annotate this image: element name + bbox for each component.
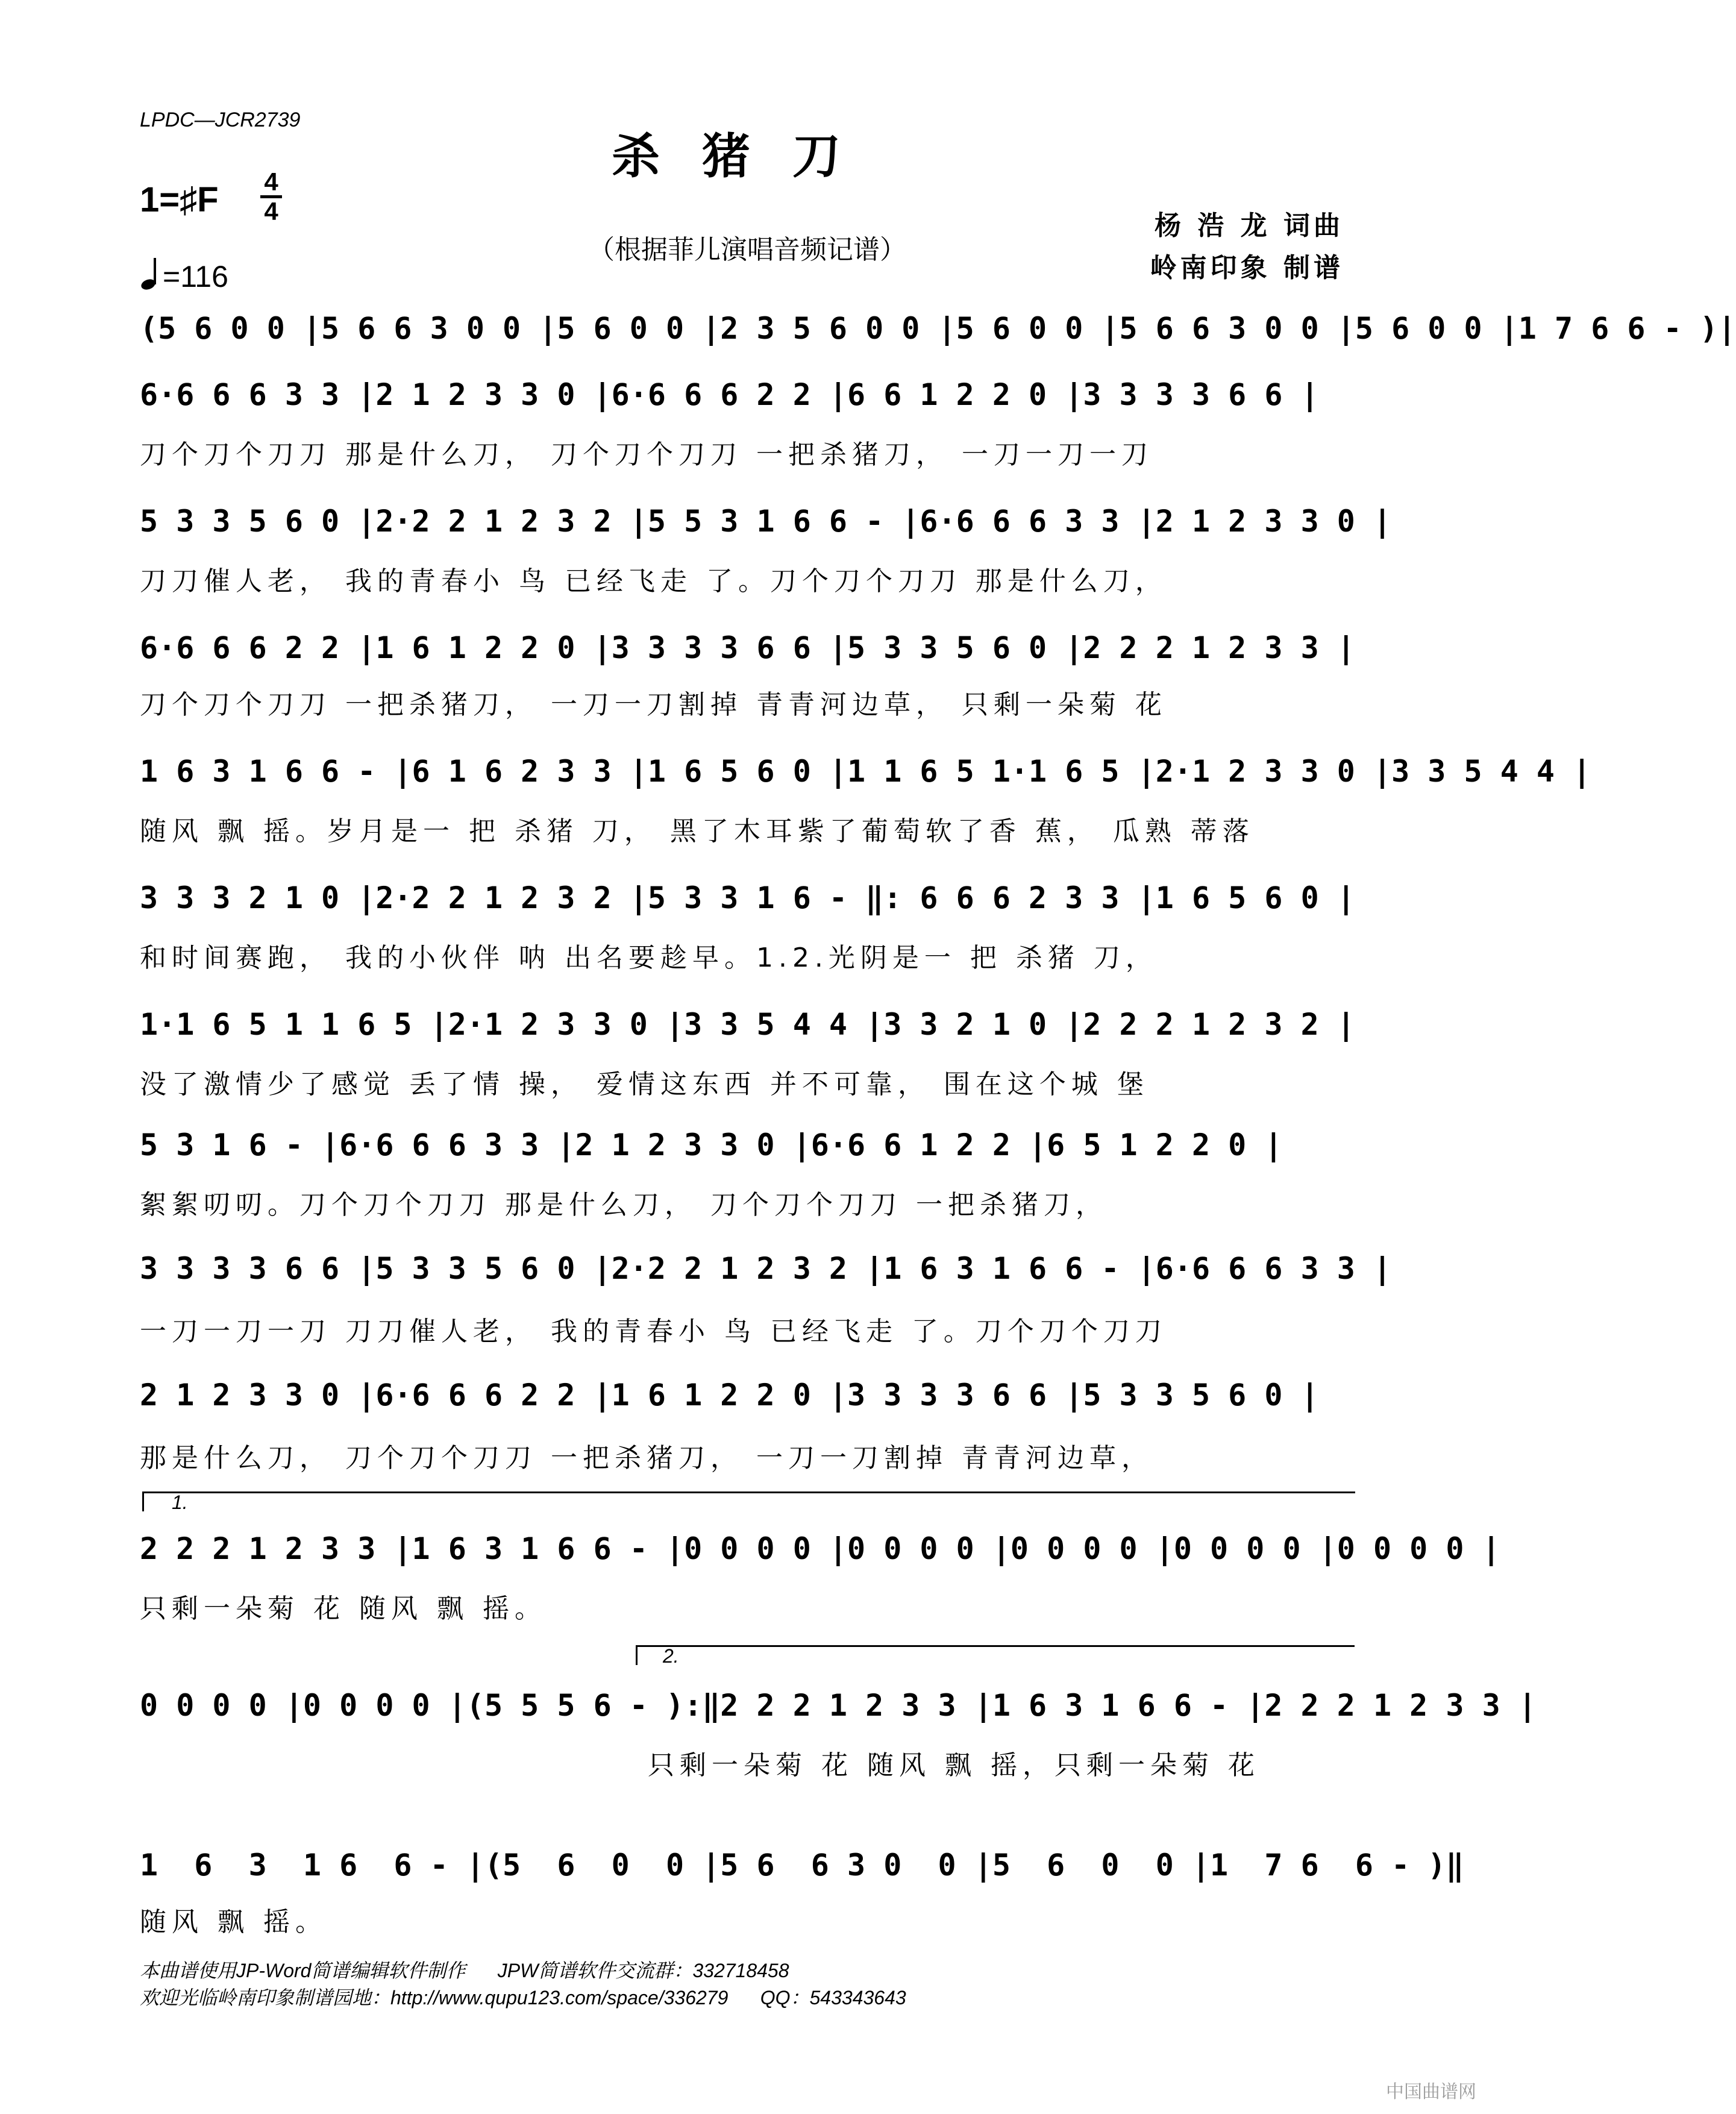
time-signature <box>260 170 282 224</box>
watermark: 中国曲谱网 <box>1386 2081 1476 2103</box>
lyric-line: 刀刀催人老， 我的青春小 鸟 已经飞走 了。刀个刀个刀刀 那是什么刀， <box>140 566 1167 597</box>
lyric-line: 一刀一刀一刀 刀刀催人老， 我的青春小 鸟 已经飞走 了。刀个刀个刀刀 <box>140 1316 1167 1347</box>
lyric-line: 絮絮叨叨。刀个刀个刀刀 那是什么刀， 刀个刀个刀刀 一把杀猪刀， <box>140 1190 1108 1220</box>
notation-row: 1 6 3 1 6 6 - |(5 6 0 0 |5 6 6 3 0 0 |5 6 0 0 |1 7 6 6 - )‖ <box>140 1848 1464 1883</box>
notation-row: (5 6 0 0 |5 6 6 3 0 0 |5 6 0 0 |2 3 5 6 0 0 |5 6 0 0 |5 6 6 3 0 0 |5 6 0 0 |1 7 6 6 - )| <box>140 311 1736 346</box>
key-signature: 1=♯F <box>140 180 219 219</box>
footer-line-2: 欢迎光临岭南印象制谱园地：http://www.qupu123.com/space/336279 QQ：543343643 <box>140 1987 906 2009</box>
lyric-line: 只剩一朵菊 花 随风 飘 摇，只剩一朵菊 花 <box>648 1750 1260 1781</box>
lyric-line: 刀个刀个刀刀 一把杀猪刀， 一刀一刀割掉 青青河边草， 只剩一朵菊 花 <box>140 689 1167 720</box>
notation-row: 3 3 3 3 6 6 |5 3 3 5 6 0 |2·2 2 1 2 3 2 |1 6 3 1 6 6 - |6·6 6 6 3 3 | <box>140 1251 1392 1286</box>
notation-row: 3 3 3 2 1 0 |2·2 2 1 2 3 2 |5 3 3 1 6 - ‖: 6 6 6 2 3 3 |1 6 5 6 0 | <box>140 880 1355 915</box>
notation-row: 2 1 2 3 3 0 |6·6 6 6 2 2 |1 6 1 2 2 0 |3 3 3 3 6 6 |5 3 3 5 6 0 | <box>140 1378 1319 1413</box>
notation-row: 0 0 0 0 |0 0 0 0 |(5 5 5 6 - ):‖2 2 2 1 2 3 3 |1 6 3 1 6 6 - |2 2 2 1 2 3 3 | <box>140 1688 1537 1723</box>
page-title: 杀猪刀 <box>612 128 883 184</box>
time-signature-top: 4 <box>264 168 278 196</box>
score-code: LPDC—JCR2739 <box>140 108 301 131</box>
notation-row: 5 3 1 6 - |6·6 6 6 3 3 |2 1 2 3 3 0 |6·6 6 1 2 2 |6 5 1 2 2 0 | <box>140 1128 1283 1162</box>
notation-row: 5 3 3 5 6 0 |2·2 2 1 2 3 2 |5 5 3 1 6 6 - |6·6 6 6 3 3 |2 1 2 3 3 0 | <box>140 504 1392 539</box>
lyric-line: 只剩一朵菊 花 随风 飘 摇。 <box>140 1593 547 1624</box>
time-signature-bottom: 4 <box>264 197 278 225</box>
credit-lyricist-composer: 杨 浩 龙 词曲 <box>1155 210 1344 241</box>
volta-label-1: 1. <box>172 1491 188 1513</box>
volta-bracket-2 <box>636 1645 1355 1665</box>
lyric-line: 那是什么刀， 刀个刀个刀刀 一把杀猪刀， 一刀一刀割掉 青青河边草， <box>140 1443 1153 1473</box>
lyric-line: 随风 飘 摇。岁月是一 把 杀猪 刀， 黑了木耳紫了葡萄软了香 蕉， 瓜熟 蒂落 <box>140 816 1255 847</box>
notation-row: 1 6 3 1 6 6 - |6 1 6 2 3 3 |1 6 5 6 0 |1 1 6 5 1·1 6 5 |2·1 2 3 3 0 |3 3 5 4 4 | <box>140 754 1591 789</box>
lyric-line: 随风 飘 摇。 <box>140 1907 327 1937</box>
lyric-line: 和时间赛跑， 我的小伙伴 呐 出名要趁早。1.2.光阴是一 把 杀猪 刀， <box>140 943 1158 973</box>
notation-row: 1·1 6 5 1 1 6 5 |2·1 2 3 3 0 |3 3 5 4 4 |3 3 2 1 0 |2 2 2 1 2 3 2 | <box>140 1007 1355 1042</box>
volta-bracket-1 <box>142 1491 1355 1511</box>
source-note: （根据菲儿演唱音频记谱） <box>588 234 906 265</box>
volta-label-2: 2. <box>663 1645 679 1667</box>
lyric-line: 刀个刀个刀刀 那是什么刀， 刀个刀个刀刀 一把杀猪刀， 一刀一刀一刀 <box>140 439 1153 470</box>
notation-row: 2 2 2 1 2 3 3 |1 6 3 1 6 6 - |0 0 0 0 |0 0 0 0 |0 0 0 0 |0 0 0 0 |0 0 0 0 | <box>140 1531 1500 1566</box>
footer-line-1: 本曲谱使用JP-Word简谱编辑软件制作 JPW简谱软件交流群：332718458 <box>140 1960 789 1981</box>
lyric-line: 没了激情少了感觉 丢了情 操， 爱情这东西 并不可靠， 围在这个城 堡 <box>140 1069 1149 1100</box>
notation-row: 6·6 6 6 3 3 |2 1 2 3 3 0 |6·6 6 6 2 2 |6 6 1 2 2 0 |3 3 3 3 6 6 | <box>140 377 1319 412</box>
tempo-value: =116 <box>163 260 228 293</box>
notation-row: 6·6 6 6 2 2 |1 6 1 2 2 0 |3 3 3 3 6 6 |5 3 3 5 6 0 |2 2 2 1 2 3 3 | <box>140 630 1355 665</box>
credit-transcriber: 岭南印象 制谱 <box>1150 252 1344 283</box>
